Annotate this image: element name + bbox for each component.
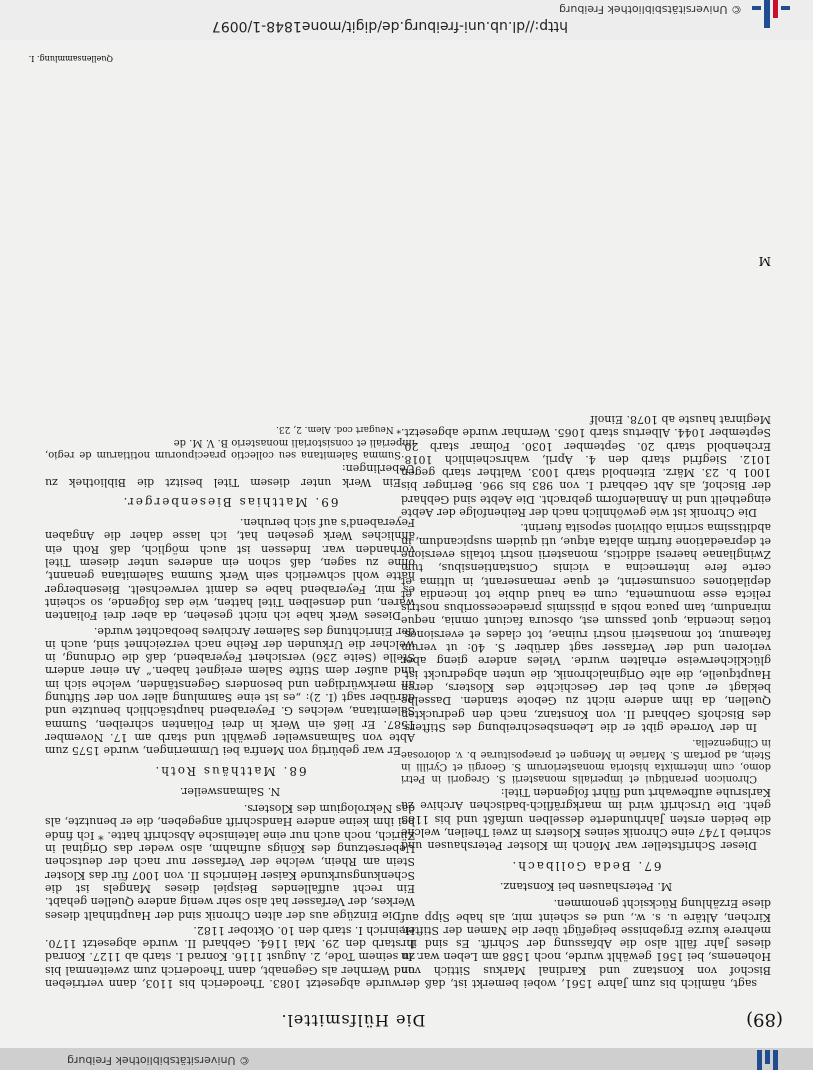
copyright-label: © Universitätsbibliothek Freiburg: [67, 1054, 250, 1067]
viewer-top-bar: [0, 0, 813, 40]
paragraph: wurde abgesetzt 1083. Theoderich bis 1103, dann vertrieben und Wernher als Gegenabt, dann Theoderich zum zweitenmal bis zu seinem Tode, 2. August 1116. Konrad I. starb ab 1127. Konrad I. starb den 29. Mai 1164. Gebhard II. wurde abgesetzt 1170. Heinrich I. starb den 10. Oktober 1182.: [45, 923, 415, 990]
section-heading: M. Petershausen bei Konstanz.: [499, 879, 673, 893]
paragraph: sagt, nämlich bis zum Jahre 1561, wobei bemerkt ist, daß der Bischof von Konstanz und Kardinal Markus Sittich von Hohenems, bei 1561 gewählt wurde, noch 1588 am Leben war. In dieses Jahr fällt also die Abfassung der Schrift. Es sind ihr mehrere kurze Ergebnisse beigefügt über die Namen der Stifter, Kirchen, Altäre u. s. w., und es scheint mir, als habe Sipp auf diese Erzählung Rücksicht genommen.: [401, 897, 771, 990]
page-header: [28, 1006, 783, 1040]
bottom-mark: Quellensammlung. I.: [28, 54, 113, 63]
paragraph: In der Vorrede gibt er die Lebensbeschreibung des Stifters, des Bischofs Gebhard II. von Konstanz, nach den gedruckten Quellen, da ihm andere nicht zu Gebote standen. Dasselbe beklagt er auch bei der Geschichte des Klosters, deren Hauptquelle, die alte Originalchronik, die unten abgedruckt ist, glücklicherweise erhalten wurde. Vieles andere gieng aber verloren und der Verfasser sagt darüber S. 40: ut verum fateamur, tot monasterii nostri ruinae, tot clades et eversiones, toties incendia, quot passum est, obscura faciunt omnia, neque mirandum, tam pauca nobis a piissimis praedecessoribus nostris relicta esse monumenta, cum ea haud dubie tot incendia et depilationes consumserint, et quae remanserant, in ultima et certe fere internecina a vicinis Constantiensibus, tum Zwinglianae haeresi addictis, monasterii nostri totalis eversione et depraedatione furtim ablata atque, uti quidem suspicandum, in abditissima scrinia oblivioni seposita fuerint.: [401, 521, 771, 734]
article-heading: 69. Matthias Biesenberger.: [121, 494, 339, 509]
running-title: Die Hülfsmittel.: [280, 1011, 426, 1030]
paragraph: Dieses Werk habe ich nicht gesehen, da aber drei Folianten waren, und denselben Titel hatten, wie das folgende, so scheint es mir, Feyerabend habe es damit verwechselt. Biesenberger hatte wohl schwerlich sein Werk Summa Salemitana genannt, ohne zu sagen, daß schon ein anderes unter diesem Titel vorhanden war. Indessen ist auch möglich, daß Roth ein ähnliches Werk gesehen hat, ich lasse daher die Angaben Feyerabend's auf sich beruhen.: [45, 516, 415, 623]
article-heading: 67. Beda Gollbach.: [510, 858, 662, 873]
paragraph: Er war gebürtig von Menfra bei Ummeringen, wurde 1575 zum Abte von Salmansweiler gewählt und starb am 17. November 1587. Er ließ ein Werk in drei Folianten schreiben, Summa Salemitana, welches G. Feyerabend hauptsächlich benutzte und darüber sagt (I. 2): „es ist eine Sammlung aller von der Stiftung an merkwürdigen und besonders Gegenständen, welche sich im und außer dem Stifte Salem ereignet haben.“ An einer andern Stelle (Seite 236) versichert Feyerabend, daß die Ordnung, in welcher die Urkunden der Reihe nach verzeichnet sind, auch in der Einrichtung des Salemer Archives beobachtet wurde.: [45, 624, 415, 758]
left-text-column: [401, 411, 771, 990]
paragraph: Die Chronik ist wie gewöhnlich nach der Reihenfolge der Aebte eingetheilt und in Annalenform gebracht. Die Aebte sind Gebhard der Bischof, als Abt Gebhard I. von 983 bis 996. Beringer bis 1001 b. 23. März. Eitenbold starb 1003. Walther starb gegen 1012. Siegfrid starb den 4. April, wahrscheinlich 1018. Erchenbold starb 20. September 1030. Folmar starb 20. September 1044. Albertus starb 1065. Wernhar wurde abgesetzt. Meginrat hauste ab 1078. Einolf: [401, 413, 771, 520]
right-text-column: [45, 421, 415, 990]
paragraph: Ein Werk unter diesem Titel besitzt die Bibliothek zu Ueberlingen:: [45, 462, 415, 489]
paragraph: Die Einzüge aus der alten Chronik sind der Hauptinhalt dieses Werkes, der Verfasser hat also sehr wenig andere Quellen gehabt. Ein recht auffallendes Beispiel dieses Mangels ist die Schenkungsurkunde Kaiser Heinrichs II. von 1007 für das Kloster Stein am Rhein, welche der Verfasser nur nach der deutschen Uebersetzung des Königs aufnahm, also weder das Original in Zürich, noch auch nur eine lateinische Abschrift hatte. * Ich finde bei ihm keine andere Handschrift angegeben, die er benutzte, als das Nekrologium des Klosters.: [45, 802, 415, 922]
scanned-page: [0, 40, 813, 1048]
rotated-page-content: [0, 40, 813, 1048]
latin-title-quote: Summa Salemitana seu collectio praecipuorum notitiarum de regio, imperiali et consistoriali monasterio B. V. M. de: [45, 437, 415, 461]
viewer-bottom-bar: [0, 1048, 813, 1070]
document-url[interactable]: http://dl.ub.uni-freiburg.de/digit/mone1848-1/0097: [211, 18, 568, 34]
signature-mark: M: [758, 254, 771, 268]
copyright-label: © Universitätsbibliothek Freiburg: [559, 3, 742, 16]
section-heading: N. Salmansweiler.: [179, 784, 281, 798]
latin-title-quote: Chronicon perantiqui et imperialis monasterii S. Gregorii in Petri domo, cum intermixta historia monasteriorum S. Georgii et Cyrilli in Stein, ad portam S. Mariae in Mengen et praepositurae b. v. dolorosae in Clingenzella.: [401, 736, 771, 784]
page-number: (89): [746, 1009, 783, 1030]
university-logo-small-icon: [757, 1050, 781, 1070]
paragraph: Dieser Schriftsteller war Mönch im Kloster Petershausen und schrieb 1747 eine Chronik seines Klosters in zwei Theilen, welche die beiden ersten Jahrhunderte desselben umfaßt und bis 1183 geht. Die Urschrift wird im markgräflich-badischen Archive zu Karlsruhe aufbewahrt und führt folgenden Titel:: [401, 786, 771, 853]
university-logo-icon: [752, 0, 792, 28]
article-heading: 68. Matthäus Roth.: [153, 763, 307, 778]
footnote: * Neugart cod. Alem. 2, 23.: [276, 424, 401, 435]
